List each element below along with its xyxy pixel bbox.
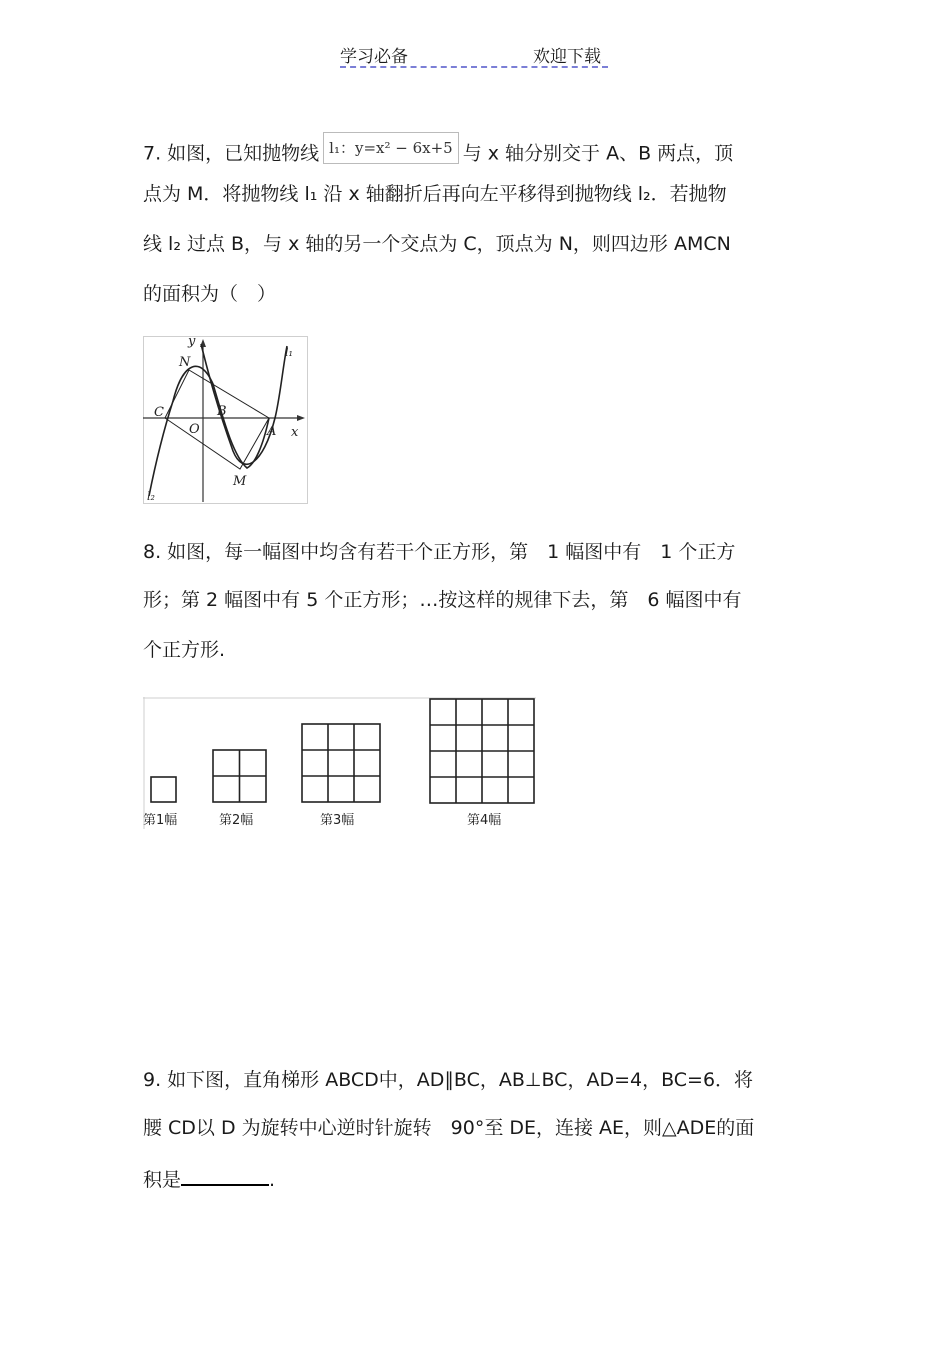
q9-line-1: 9. 如下图，直角梯形 ABCD中，AD∥BC，AB⊥BC，AD=4，BC=6．将 <box>143 1069 754 1091</box>
label-m: M <box>233 474 247 489</box>
q9-line-3 <box>143 1166 807 1192</box>
label-y: y <box>188 336 196 349</box>
q7-parabola-figure <box>143 336 308 504</box>
caption-3: 第3幅 <box>320 813 355 828</box>
header-left: 学习必备 <box>340 47 408 67</box>
x-axis-arrow <box>297 415 305 421</box>
header-right: 欢迎下载 <box>533 47 601 67</box>
quadrilateral-amcn <box>165 370 269 469</box>
label-x: x <box>291 425 299 440</box>
q7-line-4: 的面积为（ ） <box>143 283 277 305</box>
label-a: A <box>267 424 277 439</box>
grid-2 <box>213 750 266 802</box>
q7-line-2: 点为 M．将抛物线 l₁ 沿 x 轴翻折后再向左平移得到抛物线 l₂．若抛物 <box>143 183 727 205</box>
page-header <box>340 40 608 68</box>
label-c: C <box>154 405 164 420</box>
q9-line-2: 腰 CD以 D 为旋转中心逆时针旋转 90°至 DE，连接 AE，则△ADE的面 <box>143 1117 755 1139</box>
q9-text-pre: 积是 <box>143 1169 182 1191</box>
q7-line-1 <box>143 138 807 170</box>
parabola-l2 <box>149 366 269 496</box>
q7-line-3: 线 l₂ 过点 B，与 x 轴的另一个交点为 C，顶点为 N，则四边形 AMCN <box>143 233 731 255</box>
q8-line-3: 个正方形. <box>143 639 226 661</box>
grid-4 <box>430 699 534 803</box>
q7-formula: l₁：y=x² − 6x+5 <box>323 132 459 164</box>
label-l2: l₂ <box>147 490 155 503</box>
label-o: O <box>189 422 200 437</box>
q8-squares-figure <box>143 697 536 829</box>
q7-text-pre: 7. 如图，已知抛物线 <box>143 142 320 165</box>
caption-4: 第4幅 <box>467 813 502 828</box>
grid-1 <box>151 777 176 802</box>
answer-blank[interactable] <box>181 1166 269 1186</box>
q9-text-post: . <box>269 1169 276 1191</box>
label-l1: l₁ <box>285 346 293 359</box>
q8-line-2: 形；第 2 幅图中有 5 个正方形；…按这样的规律下去，第 6 幅图中有 <box>143 589 742 611</box>
label-n: N <box>179 355 191 370</box>
label-b: B <box>217 404 227 419</box>
parabola-l1 <box>201 344 287 464</box>
q8-line-1: 8. 如图，每一幅图中均含有若干个正方形，第 1 幅图中有 1 个正方 <box>143 541 736 563</box>
caption-1: 第1幅 <box>143 813 178 828</box>
grid-3 <box>302 724 380 802</box>
q7-text-post: 与 x 轴分别交于 A、B 两点，顶 <box>462 142 734 165</box>
caption-2: 第2幅 <box>219 813 254 828</box>
